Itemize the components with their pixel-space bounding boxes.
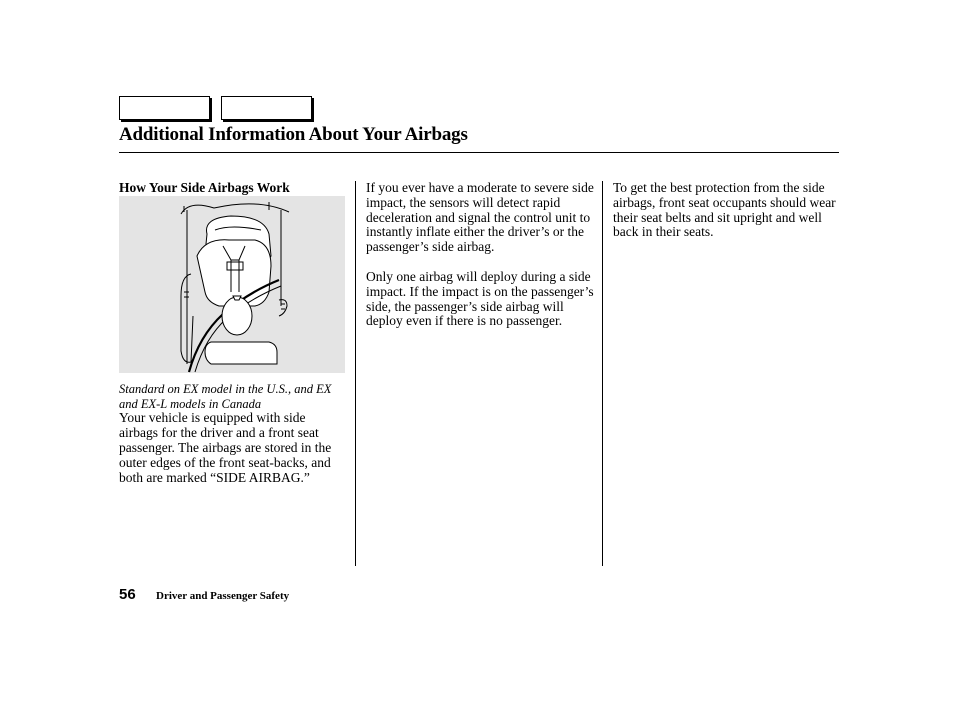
body-paragraph: If you ever have a moderate to severe side impact, the sensors will detect rapid deceleration and signal the control unit to instantly inflate either the driver’s or the passenger’s side airbag.: [366, 180, 594, 255]
nav-button-2[interactable]: [221, 96, 312, 120]
nav-button-1[interactable]: [119, 96, 210, 120]
page-number: 56: [119, 586, 136, 603]
column-divider: [602, 181, 603, 566]
column-2: [366, 181, 594, 329]
section-heading: How Your Side Airbags Work: [119, 180, 290, 195]
column-divider: [355, 181, 356, 566]
column-3: [613, 181, 839, 240]
paragraph-spacer: [366, 255, 594, 270]
section-name: Driver and Passenger Safety: [156, 590, 290, 602]
title-divider: [119, 152, 839, 153]
body-paragraph: To get the best protection from the side airbags, front seat occupants should wear their seat belts and sit upright and well back in their seats.: [613, 180, 836, 240]
side-airbag-illustration: [119, 196, 345, 373]
column-1: [119, 181, 347, 485]
seat-occupant-illustration: [119, 196, 345, 373]
figure-caption: Standard on EX model in the U.S., and EX and EX-L models in Canada: [119, 381, 332, 411]
body-paragraph: Your vehicle is equipped with side airbags for the driver and a front seat passenger. The airbags are stored in the outer edges of the front seat-backs, and both are marked “SIDE AIRBAG.”: [119, 410, 332, 485]
body-paragraph: Only one airbag will deploy during a side impact. If the impact is on the passenger’s side, the passenger’s side airbag will deploy even if there is no passenger.: [366, 268, 594, 329]
page-title: Additional Information About Your Airbags: [119, 124, 468, 145]
